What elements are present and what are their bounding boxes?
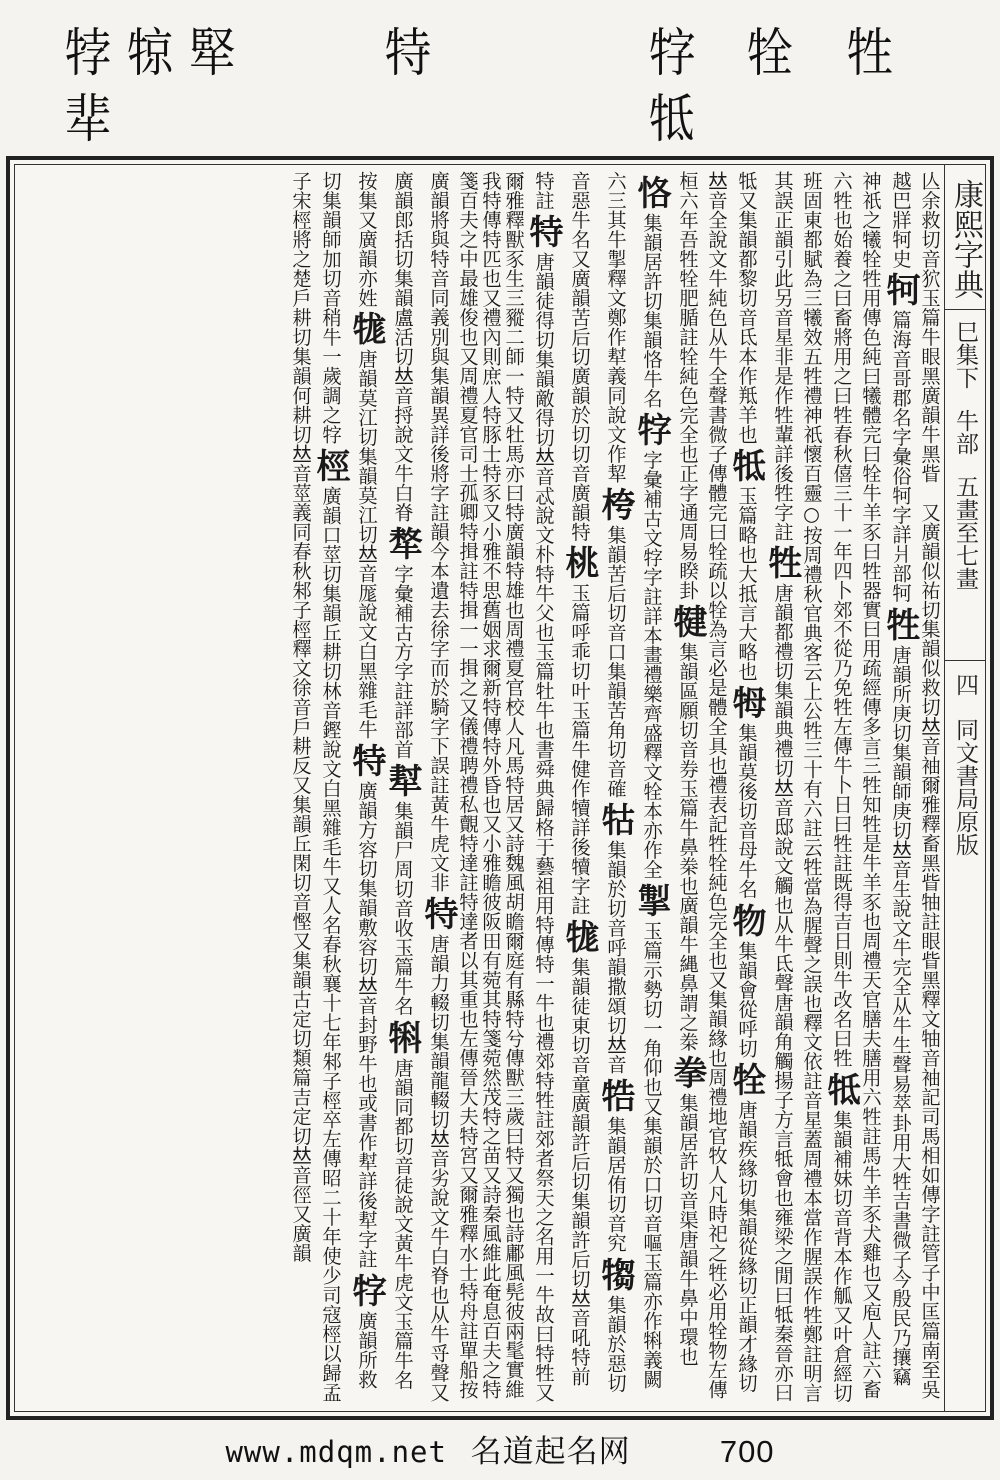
frame-inner — [14, 164, 986, 1412]
entry-headword: 牸 — [346, 1272, 386, 1308]
entry-definition: 韻今本遺去徐字而於騎 — [427, 521, 450, 717]
entry-headword: 犓 — [595, 1256, 635, 1291]
seal-glyph: 㹂 — [188, 24, 236, 84]
entry-definition: 集韻尸周切音收玉篇牛名 — [391, 801, 414, 1016]
entry-definition: 又廣韻苦后切廣韻於切切音廣韻特 — [568, 248, 591, 542]
entry-definition: 戶耕切集韻何耕切𠀤音莖義同春秋邾子桱釋文徐音戶耕反 — [289, 287, 312, 776]
dictionary-entry — [604, 171, 627, 483]
dictionary-entry — [568, 249, 591, 541]
dictionary-entry — [456, 561, 479, 1029]
dictionary-entry — [918, 171, 941, 775]
entry-definition: 又牡馬亦曰特廣韻特雄也周禮夏官校人凡馬特居 — [502, 404, 525, 815]
entry-definition: 玉篇示勢切一角仰也 — [640, 921, 663, 1097]
entry-definition: 爾雅釋畜黑眥牰註眼眥黑釋文牰音袖 — [918, 775, 941, 1088]
entry-definition: 集韻莫後切音母牛名 — [735, 723, 758, 899]
dictionary-body — [15, 165, 945, 1411]
entry-headword: 牻 — [559, 918, 599, 954]
dictionary-entry — [427, 717, 450, 892]
entry-definition: 唐韻力輟切集韻龍輟切𠀤音劣說文牛白脊也从牛寽聲 — [427, 934, 450, 1383]
entry-headword: 牱 — [880, 272, 920, 307]
dictionary-entry — [382, 759, 422, 1016]
entry-definition: 廣韻所救切集韻師加切音稍牛一歲調之牸 — [319, 171, 378, 1390]
seal-glyph: 㹃 — [64, 90, 112, 150]
dictionary-entry — [735, 191, 758, 444]
entry-definition: 又廣韻亦姓 — [355, 209, 378, 308]
entry-headword: 牻 — [346, 311, 386, 346]
dictionary-page-frame — [6, 156, 994, 1420]
publisher-label: 同文書局原版 — [952, 718, 978, 856]
side-title-panel — [944, 165, 985, 1411]
dictionary-entry — [918, 775, 941, 1087]
dictionary-entry — [604, 957, 627, 1074]
dictionary-entry — [667, 600, 707, 1052]
seal-glyph: 特 — [384, 24, 432, 84]
seal-glyph: 牸 — [648, 24, 696, 84]
dictionary-entry — [595, 1074, 635, 1253]
entry-definition: 玉篇呼乖切 — [568, 583, 591, 681]
seal-glyph: 㹁 — [126, 24, 174, 84]
dictionary-entry — [502, 405, 525, 814]
entry-definition: 又爾雅釋獸豕生三豵二師一特 — [502, 171, 555, 1403]
entry-definition: 特之苗又詩秦風維此奄息百夫之特箋百夫之中最雄俊也又周禮夏官司士孤卿特揖 — [456, 171, 502, 1399]
dictionary-entry — [502, 814, 525, 1165]
dictionary-entry — [568, 778, 591, 914]
entry-definition: 作犢詳後犢字註 — [568, 778, 591, 915]
entry-headword: 掣 — [631, 883, 671, 918]
entry-definition: 又獨也詩鄘風髡彼兩髦實維我特傳特匹也 — [479, 171, 525, 1399]
collection-label: 巳集下 — [952, 320, 978, 389]
entry-definition: 集韻於切音呼 — [604, 840, 627, 958]
dictionary-entry — [382, 522, 422, 759]
entry-definition: 六三其牛掣釋文鄭作犎義同說文作㸷 — [604, 171, 627, 483]
entry-definition: 廣韻口莖切集韻丘耕切 — [319, 486, 342, 681]
entry-definition: 禮樂齊盛釋文牷本亦作全 — [640, 664, 663, 880]
entry-definition: 韻撒頌切𠀤音 — [604, 957, 627, 1075]
entry-headword: 犍 — [667, 603, 707, 638]
dictionary-entry — [631, 408, 671, 665]
entry-headword: 牴 — [726, 447, 766, 483]
entry-definition: 又詩魏風胡瞻爾庭有縣特兮傳獸三歲曰特 — [502, 814, 525, 1166]
entry-definition: 字彙補古文牸字註詳本畫 — [640, 450, 663, 665]
entry-definition: 集韻居許切音渠唐韻牛鼻中環也 — [676, 1093, 699, 1367]
dictionary-entry — [726, 899, 766, 1058]
entry-definition: 集韻徒東切音童 — [568, 957, 591, 1094]
footer-url: www.mdqm.net — [225, 1435, 447, 1469]
entry-definition: 字彙補古方字註詳部首 — [391, 564, 414, 759]
dictionary-entry — [640, 665, 663, 879]
dictionary-entry — [880, 268, 920, 604]
entry-definition: 唐韻所庚切集韻師庚切𠀤音生說文牛完全从牛生聲易萃卦用大牲吉書微子今殷民乃攘竊神祇之犧牷牲用傳色純曰犧體完曰牷牛羊豕曰牲器實曰用疏經傳多言三牲知牲是牛羊豕也周禮天官膳夫膳用六牲註馬牛羊豕犬雞也又庖人註六畜六牲也始養之曰畜將用之曰牲春秋僖三十一年四卜郊不從乃免牲左傳牛卜日曰牲註既得吉日則牛改名曰牲 — [830, 171, 912, 1399]
entry-definition: 又集韻緣也周禮地官牧人凡時祀之牲必用牷物左傳桓六年吾牲牷肥腯註牷純色完全也正字通周易睽卦 — [676, 171, 728, 1399]
entry-definition: 集韻區願切音券玉篇牛鼻桊也廣韻牛縄鼻謂之桊 — [676, 641, 699, 1052]
entry-headword: 特 — [418, 896, 458, 931]
entry-definition: 唐韻莫江切集韻莫江切𠀤音厖說文白黑雜毛牛 — [355, 349, 378, 740]
dictionary-entry — [568, 681, 591, 778]
entry-definition: 唐韻徒得切集韻敵得切𠀤音忒說文朴特牛父也玉篇牡牛也書舜典歸格于藝祖用特傳特一牛也禮郊特牲註郊者祭天之名用一牛故曰特牲 — [532, 252, 555, 1383]
dictionary-entry — [355, 210, 378, 307]
dictionary-entry — [479, 736, 502, 1106]
footer-site-name: 名道起名网 — [470, 1434, 631, 1469]
entry-headword: 特 — [523, 213, 563, 249]
entry-definition: 又禮內則庶人特豚士特豕 — [479, 287, 502, 503]
entry-definition: 集韻居許切集韻恪牛名 — [640, 213, 663, 409]
entry-definition: 集韻居侑切音究 — [604, 1116, 627, 1253]
entry-headword: 物 — [726, 902, 766, 937]
dictionary-entry — [559, 915, 599, 1094]
entry-headword: 㹈 — [382, 525, 422, 561]
dictionary-entry — [771, 385, 794, 541]
footer-page-number: 700 — [719, 1434, 775, 1469]
entry-definition: 廣韻許后切集韻許后切𠀤音吼 — [568, 1093, 591, 1347]
seal-glyph: 牴 — [648, 90, 696, 150]
dictionary-entry — [667, 1051, 707, 1367]
entry-definition: 字下誤註黃牛虎文非 — [427, 716, 450, 893]
entry-headword: 特 — [346, 743, 386, 778]
dictionary-entry — [479, 502, 502, 736]
dictionary-entry — [289, 775, 312, 1204]
entry-definition: 註特揖一一揖之又儀禮聘禮私覿特達註特達者以其重也 — [456, 560, 479, 1029]
entry-definition: 左傳晉大夫特宮又爾雅釋水士特舟註單船 — [456, 1028, 479, 1380]
entry-definition: 又廣韻郎括切集韻盧活切𠀤音捋說文牛白脊 — [391, 171, 450, 1403]
entry-headword: 牲 — [762, 545, 802, 580]
seal-glyph: 牷 — [746, 24, 794, 84]
seal-glyph: 牲 — [846, 24, 894, 84]
dictionary-entry — [595, 798, 635, 958]
entry-definition: 作牲輩詳後牲字註 — [771, 385, 794, 542]
entry-headword: 桃 — [559, 545, 599, 580]
dictionary-entry — [631, 171, 671, 409]
entry-definition: 篇海音哥郡名字彙俗牱字詳爿部牱 — [889, 310, 912, 604]
entry-definition: 集韻苦后切音口集韻苦角切音確 — [604, 525, 627, 798]
dictionary-entry — [559, 541, 599, 681]
dictionary-entry — [726, 444, 766, 681]
entry-definition: 又人名春秋襄十七年邾子桱卒左傳昭二十年使少司寇桱以歸孟子宋桱將之楚 — [289, 171, 342, 1403]
strokes-label: 五畫至七畫 — [952, 475, 978, 590]
entry-headword: 牴 — [821, 1071, 861, 1106]
entry-definition: 按廣韻將與特音同義別與集韻異詳後將字註 — [427, 171, 479, 1399]
entry-headword: 牲 — [880, 607, 920, 642]
dictionary-entry — [631, 879, 671, 1097]
dictionary-entry — [418, 892, 458, 1383]
entry-definition: 特前特註 — [532, 171, 591, 1386]
entry-definition: 特外昏也又小雅瞻彼阪田有菀其特箋菀然茂 — [479, 736, 502, 1107]
dictionary-entry — [319, 681, 342, 876]
entry-definition: 又小雅不思舊姻求爾新特傳 — [479, 502, 502, 737]
entry-headword: 犎 — [382, 762, 422, 798]
dictionary-entry — [310, 444, 350, 681]
dictionary-entry — [726, 681, 766, 899]
radical-label: 牛部 — [952, 409, 978, 455]
dictionary-entry — [595, 483, 635, 798]
dictionary-entry — [568, 1094, 591, 1347]
entry-headword: 桍 — [595, 486, 635, 522]
entry-headword: 拳 — [667, 1055, 707, 1090]
entry-headword: 犐 — [382, 1019, 422, 1054]
dictionary-entry — [289, 1204, 312, 1262]
entry-definition: 廣韻方容切集韻敷容切𠀤音封野牛也或書作犎詳後犎字註 — [355, 781, 378, 1269]
dictionary-entry — [456, 1029, 479, 1380]
dictionary-entry — [289, 288, 312, 775]
entry-definition: 又集韻丘閑切音慳又集韻古定切類篇吉定切𠀤音徑 — [289, 775, 312, 1204]
entry-definition: 集韻補妹切音背本作觚又叶倉經切班固東都賦為三犧效五牲禮神祇懷百靈○按周禮秋官典客云上公牲三十有六註云牲當為腥聲之誤也釋文依註音星蓋周禮本當作腥誤作牲鄭註明言其誤正韻引此另音星非是 — [771, 171, 853, 1403]
dictionary-entry — [479, 288, 502, 502]
entry-headword: 桱 — [310, 447, 350, 483]
entry-definition: 唐韻疾緣切集韻從緣切正韻才緣切𠀤音全說文牛純色从牛全聲書微子傳體完曰牷疏以牷為言必是體全具也禮表記牲牷純色完全也 — [705, 171, 758, 1393]
entry-definition: 又廣韻 — [289, 1203, 312, 1263]
dictionary-entry — [346, 307, 386, 740]
entry-definition: 唐韻同都切音徒說文黃牛虎文玉篇牛名按集 — [355, 171, 414, 1390]
dictionary-entry — [640, 1097, 663, 1389]
entry-headword: 恪 — [631, 175, 671, 210]
entry-definition: 集韻於惡切音惡牛名 — [568, 171, 627, 1393]
entry-headword: 牷 — [726, 1061, 766, 1096]
entry-definition: 記司馬相如傳字註管子中匡篇南至吳越巴牂牱史 — [889, 171, 941, 1399]
entry-definition: 集韻會從呼切 — [735, 940, 758, 1058]
dictionary-entry — [346, 739, 386, 1269]
book-title: 康熙字典 — [948, 179, 983, 299]
entry-headword: 牸 — [631, 412, 671, 447]
entry-definition: 林音鏗說文白黑雜毛牛 — [319, 680, 342, 876]
seal-glyph: 㹀 — [64, 24, 112, 84]
entry-definition: 亾余救切音狖玉篇牛眼黑廣韻牛黑眥 又廣韻似祐切集韻似救切𠀤音袖 — [918, 171, 941, 776]
entry-definition: 又集韻都黎切音氐本作羝羊也 — [735, 190, 758, 444]
footer — [0, 1426, 1000, 1472]
entry-definition: 玉篇略也大抵言大略也 — [735, 486, 758, 681]
entry-headword: 牳 — [726, 684, 766, 720]
entry-headword: 牯 — [595, 801, 635, 837]
dictionary-entry — [427, 522, 450, 717]
entry-headword: 牿 — [595, 1078, 635, 1113]
entry-definition: 又集韻於口切音嘔玉篇亦作犐義闕 — [640, 1096, 663, 1390]
volume-page-number: 四 — [952, 673, 978, 696]
entry-definition: 唐韻都禮切集韻典禮切𠀤音邸說文觸也从牛氐聲唐韻角觸揚子方言牴會也雍梁之閒曰牴秦晉亦曰牴 — [735, 171, 794, 1403]
entry-definition: 叶玉篇牛健 — [568, 680, 591, 779]
